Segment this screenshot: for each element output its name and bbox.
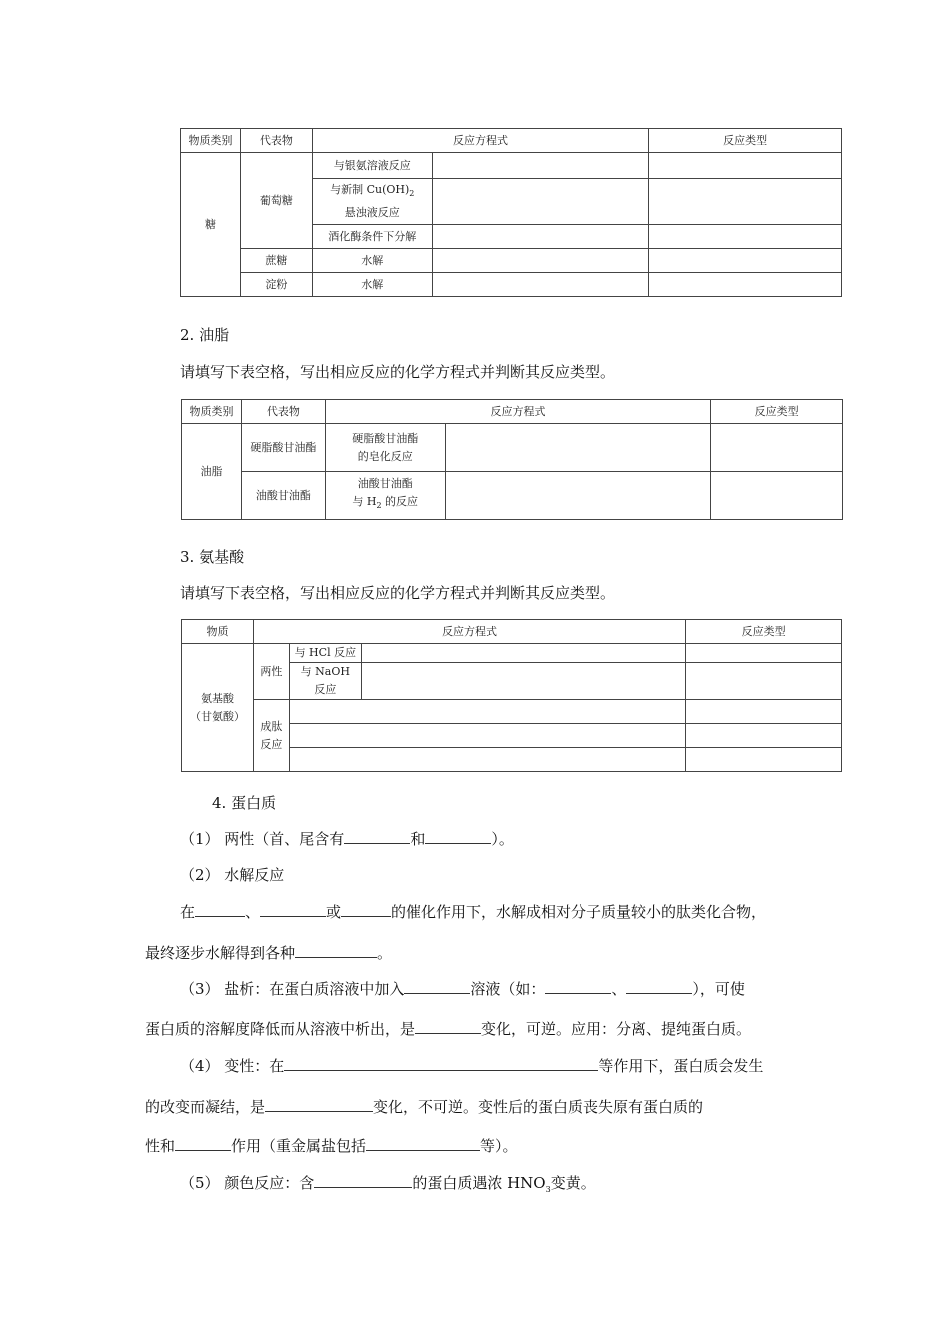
type-cell[interactable] xyxy=(711,472,843,520)
type-cell[interactable] xyxy=(649,153,842,179)
blank[interactable] xyxy=(425,829,491,844)
equation-cell[interactable] xyxy=(361,663,685,700)
line-hydrolysis-1: 在 、 或 的催化作用下，水解成相对分子质量较小的肽类化合物， xyxy=(180,903,767,921)
blank[interactable] xyxy=(284,1056,598,1071)
type-cell[interactable] xyxy=(686,748,842,772)
blank[interactable] xyxy=(295,943,377,958)
line-denature-2: 的改变而凝结，是 变化，不可逆。变性后的蛋白质丧失原有蛋白质的 xyxy=(145,1098,704,1116)
category-fat: 油脂 xyxy=(182,424,242,520)
blank[interactable] xyxy=(265,1097,373,1112)
equation-cell[interactable] xyxy=(289,700,685,724)
blank[interactable] xyxy=(344,829,410,844)
amphoteric-label: 两性 xyxy=(253,644,289,700)
type-cell[interactable] xyxy=(649,179,842,225)
reaction-hcl: 与 HCl 反应 xyxy=(289,644,361,663)
equation-cell[interactable] xyxy=(432,273,649,297)
line-denature-3: 性和 作用（重金属盐包括 等）。 xyxy=(145,1137,518,1155)
header-type: 反应类型 xyxy=(649,129,842,153)
rep-stearin: 硬脂酸甘油酯 xyxy=(241,424,325,472)
rep-starch: 淀粉 xyxy=(240,273,312,297)
blank[interactable] xyxy=(314,1173,412,1188)
equation-cell[interactable] xyxy=(361,644,685,663)
blank[interactable] xyxy=(366,1136,480,1151)
category-sugar: 糖 xyxy=(181,153,241,297)
type-cell[interactable] xyxy=(686,644,842,663)
amino-acid-table xyxy=(181,619,842,772)
line-hydrolysis-2: 最终逐步水解得到各种 。 xyxy=(145,944,393,962)
reaction-hydrogenation: 油酸甘油酯 与 $H_2$ 的反应 xyxy=(325,472,445,520)
equation-cell[interactable] xyxy=(432,153,649,179)
blank[interactable] xyxy=(175,1136,231,1151)
equation-cell[interactable] xyxy=(432,249,649,273)
blank[interactable] xyxy=(404,979,470,994)
section-3-instruction: 请填写下表空格，写出相应反应的化学方程式并判断其反应类型。 xyxy=(180,584,616,602)
line-color-reaction: （5） 颜色反应：含 的蛋白质遇浓 $HNO_3$变黄。 xyxy=(180,1174,596,1194)
type-cell[interactable] xyxy=(649,225,842,249)
peptide-label: 成肽 反应 xyxy=(253,700,289,772)
equation-cell[interactable] xyxy=(445,424,711,472)
equation-cell[interactable] xyxy=(432,225,649,249)
type-cell[interactable] xyxy=(649,273,842,297)
line-amphoteric: （1） 两性（首、尾含有 和 ）。 xyxy=(180,830,514,848)
line-salting-2: 蛋白质的溶解度降低而从溶液中析出，是 变化，可逆。应用：分离、提纯蛋白质。 xyxy=(145,1020,752,1038)
equation-cell[interactable] xyxy=(289,724,685,748)
blank[interactable] xyxy=(195,902,245,917)
rep-olein: 油酸甘油酯 xyxy=(241,472,325,520)
type-cell[interactable] xyxy=(711,424,843,472)
substance-glycine: 氨基酸 （甘氨酸） xyxy=(182,644,254,772)
type-cell[interactable] xyxy=(686,724,842,748)
type-cell[interactable] xyxy=(686,663,842,700)
section-2-instruction: 请填写下表空格，写出相应反应的化学方程式并判断其反应类型。 xyxy=(180,363,616,381)
reaction-saponification: 硬脂酸甘油酯 的皂化反应 xyxy=(325,424,445,472)
blank[interactable] xyxy=(341,902,391,917)
equation-cell[interactable] xyxy=(289,748,685,772)
header-substance: 物质 xyxy=(182,620,254,644)
sugar-table xyxy=(180,128,842,297)
line-salting-1: （3） 盐析：在蛋白质溶液中加入 溶液（如： 、 ），可使 xyxy=(180,980,745,998)
header-category: 物质类别 xyxy=(181,129,241,153)
line-hydrolysis-title: （2） 水解反应 xyxy=(180,866,285,884)
header-category: 物质类别 xyxy=(182,400,242,424)
reaction-naoh: 与 NaOH 反应 xyxy=(289,663,361,700)
header-equation: 反应方程式 xyxy=(325,400,710,424)
equation-cell[interactable] xyxy=(432,179,649,225)
equation-cell[interactable] xyxy=(445,472,711,520)
header-representative: 代表物 xyxy=(241,400,325,424)
blank[interactable] xyxy=(260,902,326,917)
blank[interactable] xyxy=(545,979,611,994)
reaction-silver-ammonia: 与银氨溶液反应 xyxy=(312,153,432,179)
header-representative: 代表物 xyxy=(240,129,312,153)
reaction-copper-hydroxide: 与新制 $Cu(OH)_2$ 悬浊液反应 xyxy=(312,179,432,225)
rep-sucrose: 蔗糖 xyxy=(240,249,312,273)
header-type: 反应类型 xyxy=(686,620,842,644)
header-equation: 反应方程式 xyxy=(312,129,648,153)
blank[interactable] xyxy=(626,979,692,994)
header-equation: 反应方程式 xyxy=(253,620,685,644)
section-2-title: 2. 油脂 xyxy=(180,326,230,344)
fat-table xyxy=(181,399,843,520)
reaction-hydrolysis: 水解 xyxy=(312,273,432,297)
section-3-title: 3. 氨基酸 xyxy=(180,548,245,566)
type-cell[interactable] xyxy=(686,700,842,724)
section-4-title: 4. 蛋白质 xyxy=(212,794,277,812)
reaction-zymase: 酒化酶条件下分解 xyxy=(312,225,432,249)
rep-glucose: 葡萄糖 xyxy=(240,153,312,249)
header-type: 反应类型 xyxy=(711,400,843,424)
type-cell[interactable] xyxy=(649,249,842,273)
blank[interactable] xyxy=(415,1019,481,1034)
reaction-hydrolysis: 水解 xyxy=(312,249,432,273)
line-denature-1: （4） 变性：在 等作用下，蛋白质会发生 xyxy=(180,1057,764,1075)
